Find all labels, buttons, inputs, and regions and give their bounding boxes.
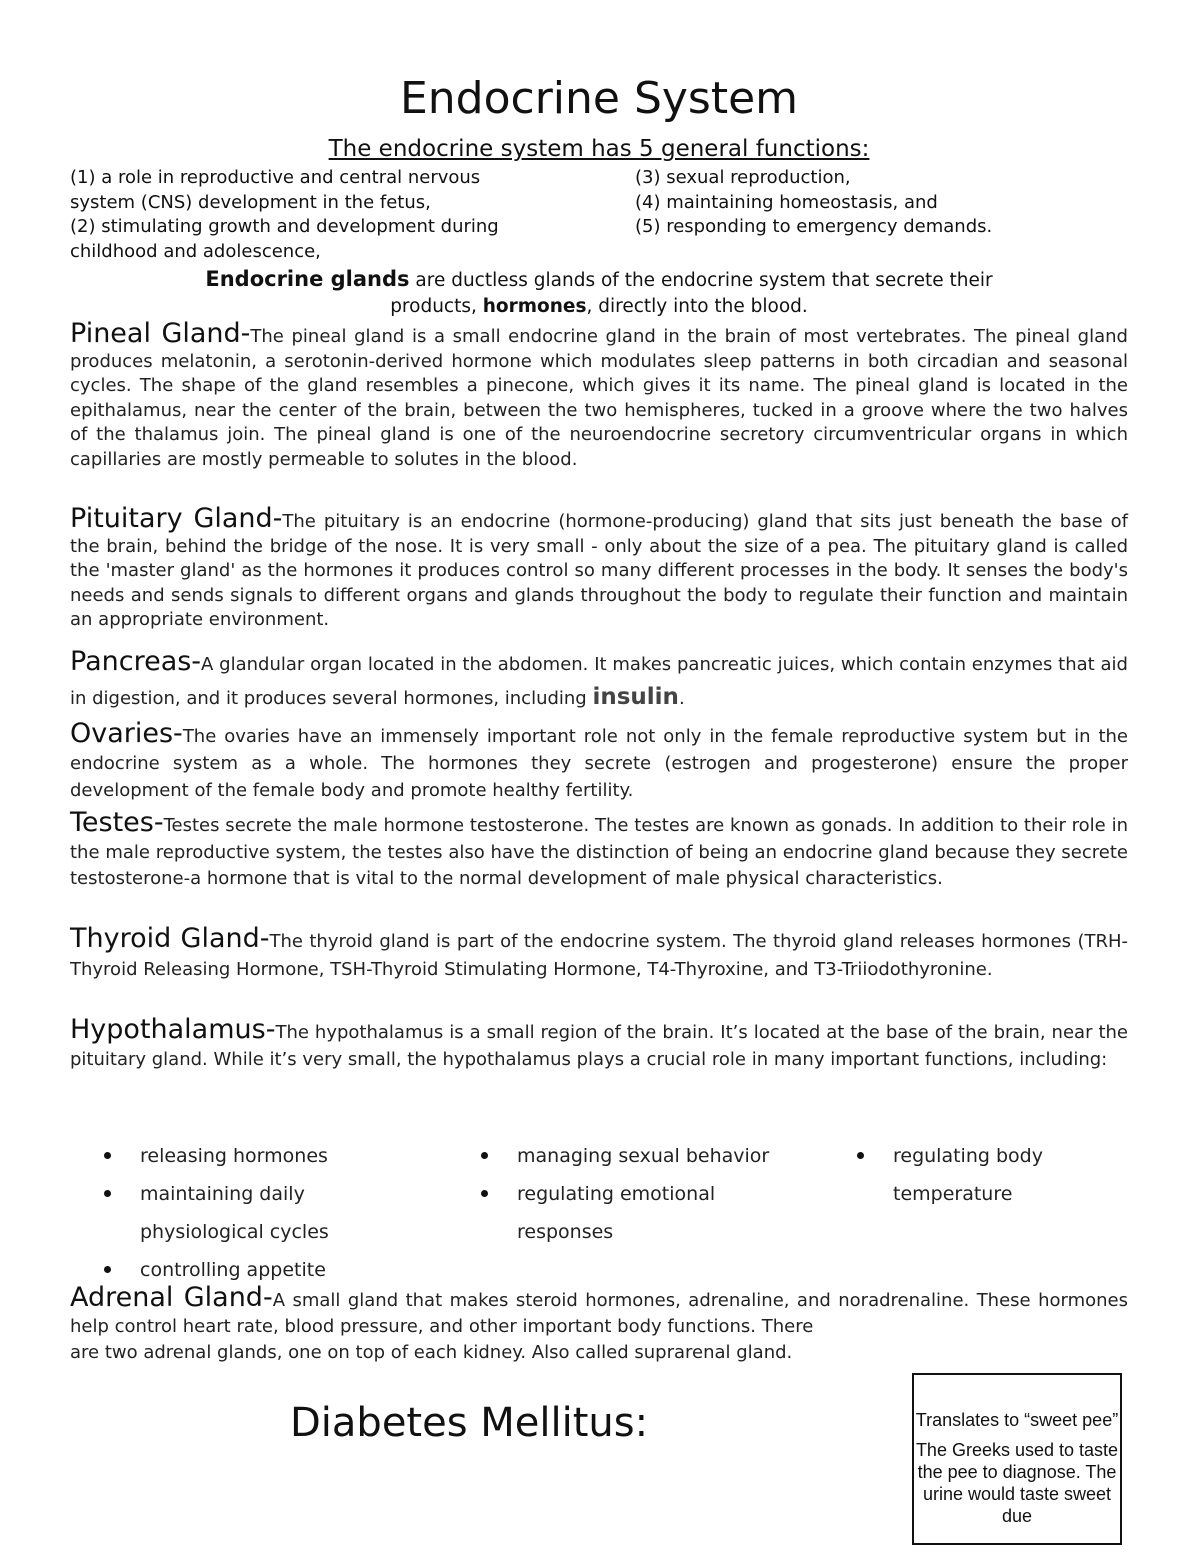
function-line: (4) maintaining homeostasis, and bbox=[635, 191, 938, 213]
section-heading: Adrenal Gland- bbox=[70, 1282, 273, 1313]
section-testes bbox=[70, 807, 1128, 893]
section-heading: Pancreas- bbox=[70, 646, 202, 677]
list-item: maintaining daily physiological cycles bbox=[100, 1175, 430, 1251]
hypothalamus-functions-col2 bbox=[477, 1137, 807, 1251]
list-item: controlling appetite bbox=[100, 1251, 430, 1289]
hypothalamus-functions-col3 bbox=[853, 1137, 1113, 1213]
section-text: The pineal gland is a small endocrine gland in the brain of most vertebrates. The pineal gland produces melatonin, a serotonin-derived hormone which modulates sleep patterns in both circadian and seasonal cycles. The shape of the gland resembles a pinecone, which gives it its name. The pineal gland is located in the epithalamus, near the center of the brain, between the two hemispheres, tucked in a groove where the two halves of the thalamus join. The pineal gland is one of the neuroendocrine secretory circumventricular organs in which capillaries are mostly permeable to solutes in the blood. bbox=[70, 326, 1128, 470]
note-line: Translates to “sweet pee” bbox=[915, 1410, 1119, 1430]
functions-subtitle: The endocrine system has 5 general functions: bbox=[328, 136, 870, 162]
section-pineal bbox=[70, 318, 1128, 473]
endocrine-glands-definition bbox=[70, 266, 1128, 320]
section-heading: Ovaries- bbox=[70, 718, 183, 749]
glands-def-text: products, bbox=[390, 296, 483, 317]
glands-term: Endocrine glands bbox=[205, 267, 410, 291]
section-pancreas bbox=[70, 645, 1128, 715]
section-text: . bbox=[678, 688, 685, 709]
section-hypothalamus bbox=[70, 1016, 1128, 1073]
section-text: The pituitary is an endocrine (hormone-producing) gland that sits just beneath the base of the brain, behind the bridge of the nose. It is very small - only about the size of a pea. The pituitary gland is called the 'master gland' as the hormones it produces control so many different processes in the body. It senses the body's needs and sends signals to different organs and glands throughout the body to regulate their function and maintain an appropriate environment. bbox=[70, 511, 1128, 631]
section-heading: Thyroid Gland- bbox=[70, 923, 270, 954]
function-line: (1) a role in reproductive and central nervous bbox=[70, 167, 481, 188]
sweet-pee-note-box bbox=[912, 1373, 1122, 1545]
section-pituitary bbox=[70, 503, 1128, 633]
function-line: system (CNS) development in the fetus, bbox=[70, 191, 431, 213]
diabetes-mellitus-title: Diabetes Mellitus: bbox=[290, 1400, 649, 1446]
section-thyroid bbox=[70, 925, 1128, 984]
glands-def-text: are ductless glands of the endocrine system that secrete their bbox=[409, 270, 993, 291]
hypothalamus-functions-col1 bbox=[100, 1137, 430, 1289]
list-item: managing sexual behavior bbox=[477, 1137, 807, 1175]
function-line: (5) responding to emergency demands. bbox=[635, 216, 993, 237]
section-ovaries bbox=[70, 720, 1128, 804]
section-text: The thyroid gland is part of the endocrine system. The thyroid gland releases hormones (TRH-Thyroid Releasing Hormone, TSH-Thyroid Stimulating Hormone, T4-Thyroxine, and T3-Triiodothyronine. bbox=[70, 931, 1128, 980]
function-line: childhood and adolescence, bbox=[70, 240, 321, 262]
function-line: (3) sexual reproduction, bbox=[635, 167, 851, 188]
glands-def-text: , directly into the blood. bbox=[586, 296, 808, 317]
section-text: The ovaries have an immensely important role not only in the female reproductive system but in the endocrine system as a whole. The hormones they secrete (estrogen and progesterone) ensure the proper development of the female body and promote healthy fertility. bbox=[70, 726, 1128, 801]
section-text: Testes secrete the male hormone testosterone. The testes are known as gonads. In addition to their role in the male reproductive system, the testes also have the distinction of being an endocrine gland because they secrete testosterone-a hormone that is vital to the normal development of male physical characteristics. bbox=[70, 815, 1128, 889]
note-line: The Greeks used to taste the pee to diagnose. The urine would taste sweet due bbox=[915, 1440, 1119, 1526]
section-heading: Hypothalamus- bbox=[70, 1014, 276, 1045]
list-item: regulating body temperature bbox=[853, 1137, 1113, 1213]
section-text: are two adrenal glands, one on top of each kidney. Also called suprarenal gland. bbox=[70, 1342, 793, 1363]
section-adrenal bbox=[70, 1282, 1128, 1366]
insulin-highlight: insulin bbox=[592, 684, 679, 710]
section-heading: Pituitary Gland- bbox=[70, 503, 283, 534]
section-text: A glandular organ located in the abdomen. It makes pancreatic juices, which contain enzymes that aid in digestion, and it produces several hormones, including bbox=[70, 654, 1128, 709]
section-heading: Testes- bbox=[70, 807, 164, 838]
section-text: The hypothalamus is a small region of the brain. It’s located at the base of the brain, near the pituitary gland. While it’s very small, the hypothalamus plays a crucial role in many important functions, including: bbox=[70, 1022, 1128, 1070]
section-heading: Pineal Gland- bbox=[70, 318, 251, 349]
section-text: A small gland that makes steroid hormones, adrenaline, and noradrenaline. These hormones help control heart rate, blood pressure, and other important body functions. There bbox=[70, 1290, 1128, 1337]
function-line: (2) stimulating growth and development during bbox=[70, 216, 499, 237]
functions-list-left bbox=[70, 166, 570, 264]
page-title: Endocrine System bbox=[399, 73, 799, 124]
list-item: releasing hormones bbox=[100, 1137, 430, 1175]
list-item: regulating emotional responses bbox=[477, 1175, 807, 1251]
hormones-term: hormones bbox=[482, 296, 587, 317]
functions-list-right bbox=[635, 166, 1115, 240]
